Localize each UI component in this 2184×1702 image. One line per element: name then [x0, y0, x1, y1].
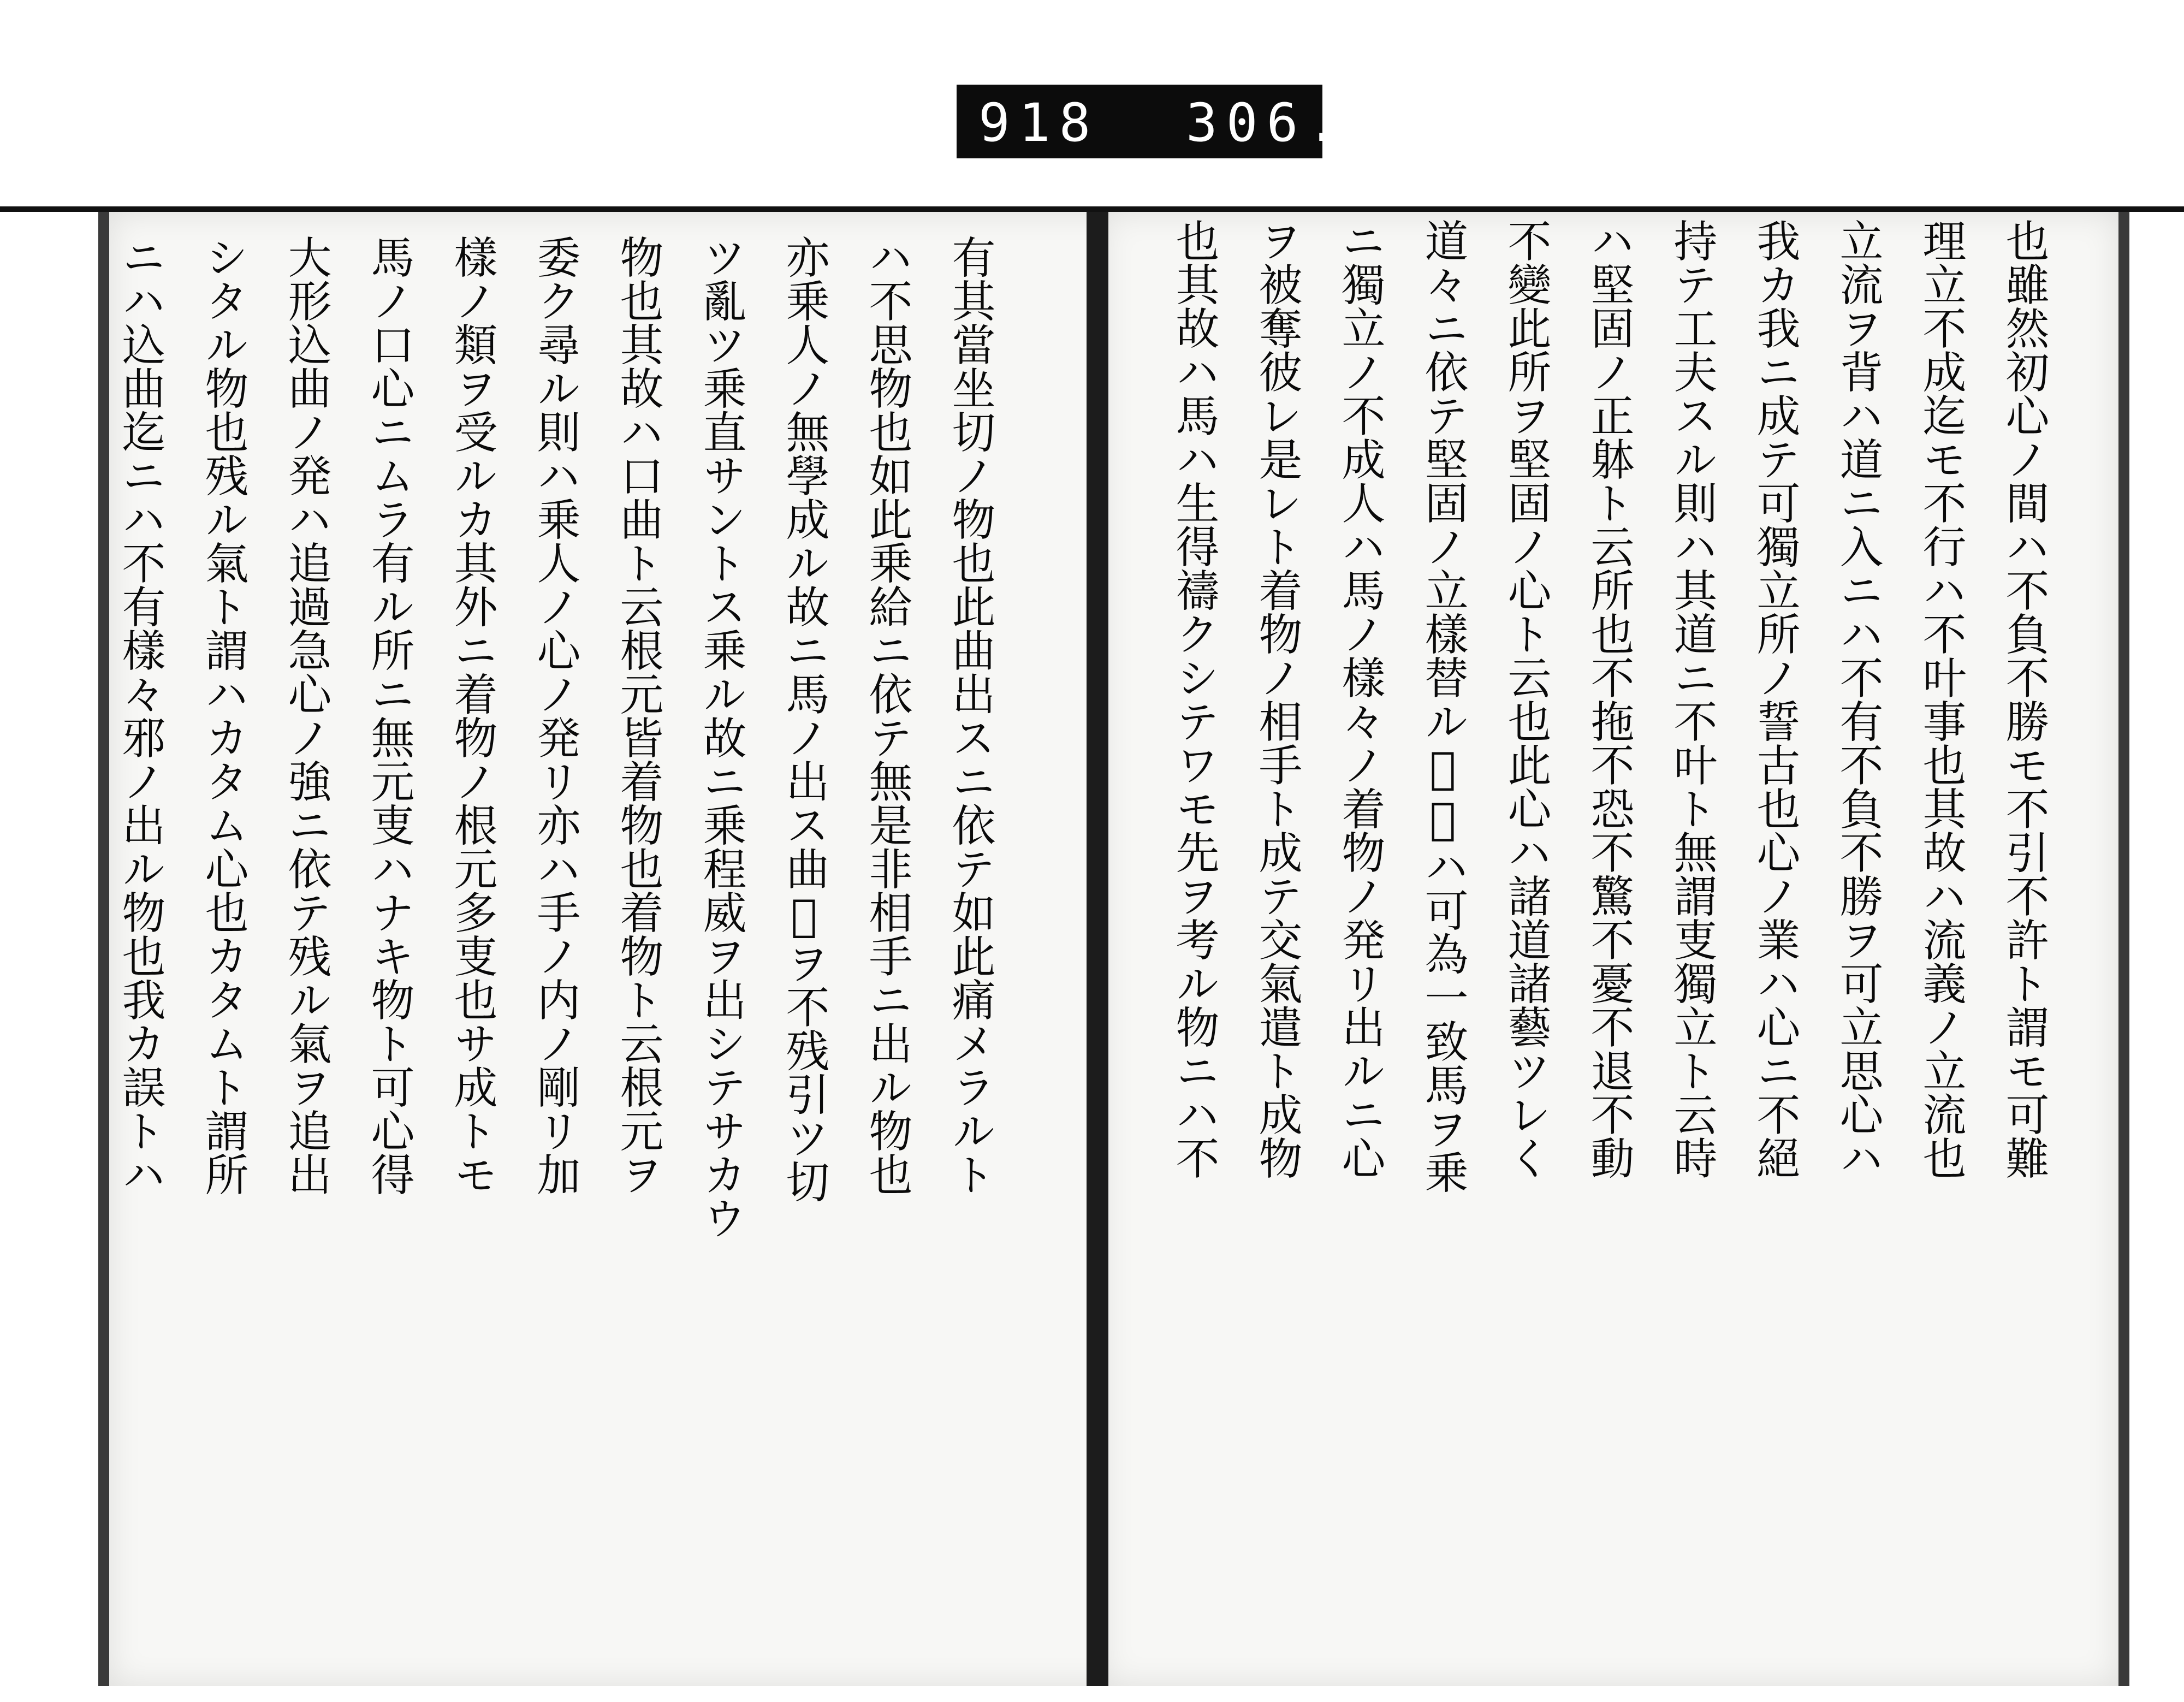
text-column: ニ獨立ノ不成人ハ馬ノ樣々ノ着物ノ発リ出ルニ心	[1334, 218, 1385, 1179]
text-column: ハ不思物也如此乗給ニ依テ無是非相手ニ出ル物也	[862, 235, 912, 1196]
text-column: ニハ込曲迄ニハ不有樣々邪ノ出ル物也我カ誤トハ	[115, 235, 165, 1196]
text-column: 我カ我ニ成テ可獨立所ノ誓古也心ノ業ハ心ニ不絕	[1749, 218, 1800, 1179]
text-column: 也其故ハ馬ハ生得禱クシテワモ先ヲ考ル物ニハ不	[1168, 218, 1219, 1179]
text-column: 不變此所ヲ堅固ノ心ト云也此心ハ諸道諸藝ツレく	[1500, 218, 1551, 1179]
text-column: 道々ニ依テ堅固ノ立樣替ル𪜈理ハ可為一致馬ヲ乗	[1417, 218, 1468, 1194]
archive-number-left: 918	[978, 92, 1100, 153]
text-column: 立流ヲ背ハ道ニ入ニハ不有不負不勝ヲ可立思心ハ	[1832, 218, 1883, 1179]
text-column: 樣ノ類ヲ受ルカ其外ニ着物ノ根元多叓也サ成トモ	[447, 235, 497, 1196]
archive-number-right: 306.	[1186, 92, 1348, 153]
book-gutter	[1087, 212, 1108, 1686]
text-column: ハ堅固ノ正躰ト云所也不拖不恐不驚不憂不退不動	[1583, 218, 1634, 1179]
archive-number-label	[957, 85, 1348, 158]
text-column: 理立不成迄モ不行ハ不叶事也其故ハ流義ノ立流也	[1915, 218, 1966, 1179]
text-column: 物也其故ハ口曲ト云根元皆着物也着物ト云根元ヲ	[613, 235, 663, 1196]
text-column: シタル物也残ル氣ト謂ハカタム心也カタムト謂所	[198, 235, 248, 1196]
text-column: ヲ被奪彼レ是レト着物ノ相手ト成テ交氣遣ト成物	[1251, 218, 1302, 1179]
text-column: 馬ノ口心ニムラ有ル所ニ無元叓ハナキ物ト可心得	[364, 235, 414, 1196]
left-page-text	[98, 235, 1011, 1240]
text-column: 大形込曲ノ発ハ追過急心ノ強ニ依テ残ル氣ヲ追出	[281, 235, 331, 1196]
text-column: ツ亂ツ乗直サントス乗ル故ニ乗程威ヲ出シテサカウ	[696, 235, 746, 1240]
text-column: 也雖然初心ノ間ハ不負不勝モ不引不許ト謂モ可難	[1998, 218, 2049, 1179]
text-column: 持テ工夫スル則ハ其道ニ不叶ト無謂叓獨立ト云時	[1666, 218, 1717, 1179]
text-column: 有其當坐切ノ物也此曲出スニ依テ如此痛メラルト	[945, 235, 995, 1196]
right-page-text	[1152, 218, 2065, 1194]
text-column: 亦乗人ノ無學成ル故ニ馬ノ出ス曲𪜈ヲ不残引ツ切	[779, 235, 829, 1203]
text-column: 委ク尋ル則ハ乗人ノ心ノ発リ亦ハ手ノ内ノ剛リ加	[530, 235, 580, 1196]
